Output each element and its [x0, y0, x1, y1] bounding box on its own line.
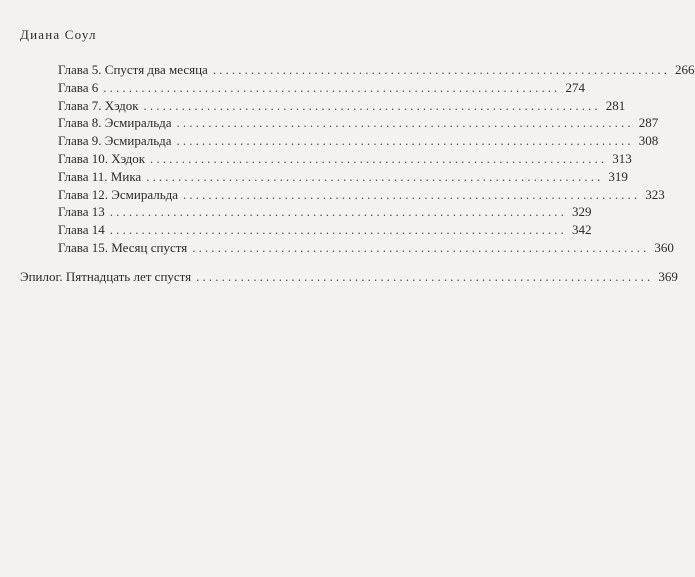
toc-entry-page: 329	[572, 204, 592, 220]
running-head: Диана Соул	[20, 27, 97, 42]
toc-entry-page: 360	[654, 239, 674, 255]
toc-leader-dots: ........................................................................	[176, 115, 634, 131]
toc-entry-title: Глава 12. Эсмиральда	[58, 186, 179, 202]
toc-leader-dots: ........................................................................	[192, 239, 650, 255]
toc-entry-page: 319	[608, 168, 628, 184]
toc-leader-dots: ........................................................................	[143, 97, 601, 113]
toc-entry-title: Глава 9. Эсмиральда	[58, 133, 172, 149]
toc-leader-dots: ........................................................................	[109, 222, 567, 238]
toc-entry	[58, 239, 674, 257]
toc-entry	[58, 186, 665, 204]
toc-entry	[58, 203, 592, 221]
toc-entry-title: Глава 8. Эсмиральда	[58, 115, 172, 131]
toc-entry-page: 369	[658, 269, 678, 284]
toc-entry-page: 274	[565, 79, 585, 95]
toc-entry	[58, 168, 628, 186]
toc-entry	[58, 150, 632, 168]
toc-leader-dots: ........................................................................	[176, 133, 634, 149]
toc-entry	[58, 97, 626, 115]
toc-entry	[58, 114, 659, 132]
toc-leader-dots: ........................................................................	[146, 168, 604, 184]
toc-entry-title: Глава 5. Спустя два месяца	[58, 62, 208, 77]
toc-leader-dots: ........................................................................	[212, 62, 671, 77]
toc-entry-title: Глава 11. Мика	[58, 168, 142, 184]
toc-entry-title: Глава 6	[58, 79, 99, 95]
toc-entry	[58, 61, 695, 79]
toc-entry-title: Глава 13	[58, 204, 105, 220]
toc-leader-dots: ........................................................................	[103, 79, 561, 95]
toc-leader-dots: ........................................................................	[109, 204, 567, 220]
toc-entry-page: 287	[638, 115, 659, 131]
toc-leader-dots: ........................................................................	[150, 150, 608, 166]
toc-entry-title: Глава 15. Месяц спустя	[58, 239, 188, 255]
toc-entry-title: Эпилог. Пятнадцать лет спустя	[20, 269, 192, 284]
toc-leader-dots: ........................................................................	[183, 186, 641, 202]
toc-entry-page: 308	[638, 133, 659, 149]
toc-entry-page: 281	[605, 97, 626, 113]
toc-entry	[58, 79, 585, 97]
toc-leader-dots: ........................................................................	[196, 269, 654, 284]
toc-entry-page: 266	[675, 62, 695, 77]
toc-entry-page: 342	[572, 222, 592, 238]
toc-entry-page: 313	[612, 150, 632, 166]
toc-entry	[58, 221, 592, 239]
table-of-contents	[58, 61, 695, 257]
toc-entry	[58, 132, 659, 150]
toc-entry-page: 323	[645, 186, 665, 202]
toc-epilogue-section	[20, 268, 678, 286]
toc-entry-epilogue	[20, 268, 678, 286]
toc-entry-title: Глава 7. Хэдок	[58, 97, 139, 113]
toc-entry-title: Глава 14	[58, 222, 105, 238]
toc-entry-title: Глава 10. Хэдок	[58, 150, 146, 166]
